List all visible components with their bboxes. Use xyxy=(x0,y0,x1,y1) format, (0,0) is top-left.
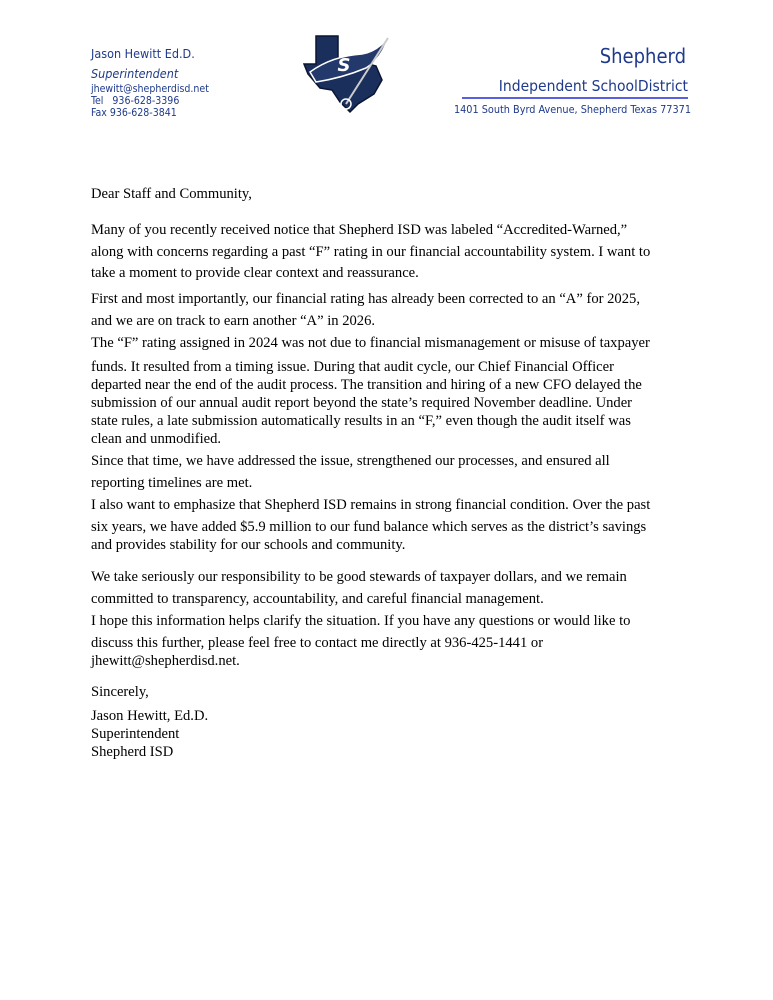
body-line: six years, we have added $5.9 million to our fund balance which serves as the district’s savings xyxy=(91,519,647,535)
body-line: committed to transparency, accountability, and careful financial management. xyxy=(91,591,544,607)
body-line: funds. It resulted from a timing issue. During that audit cycle, our Chief Financial Officer xyxy=(91,359,614,375)
body-line: take a moment to provide clear context and reassurance. xyxy=(91,265,419,281)
sender-title: Superintendent xyxy=(91,66,179,81)
body-line: discuss this further, please feel free to contact me directly at 936-425-1441 or xyxy=(91,635,544,651)
district-logo xyxy=(302,34,394,114)
district-address: 1401 South Byrd Avenue, Shepherd Texas 77371 xyxy=(453,103,691,116)
body-line: and we are on track to earn another “A” in 2026. xyxy=(91,313,376,329)
header-rule xyxy=(462,97,688,99)
sender-fax: Fax 936-628-3841 xyxy=(91,107,177,119)
greeting: Dear Staff and Community, xyxy=(91,186,252,202)
signature-org: Shepherd ISD xyxy=(91,744,174,760)
logo-letter: S xyxy=(337,55,351,76)
body-line: clean and unmodified. xyxy=(91,431,222,447)
body-line: and provides stability for our schools and community. xyxy=(91,537,406,553)
body-line: reporting timelines are met. xyxy=(91,475,253,491)
signature-title: Superintendent xyxy=(91,726,180,742)
body-line: Many of you recently received notice that Shepherd ISD was labeled “Accredited-Warned,” xyxy=(91,222,628,238)
signature-name: Jason Hewitt, Ed.D. xyxy=(91,708,209,724)
body-line: We take seriously our responsibility to be good stewards of taxpayer dollars, and we remain xyxy=(91,569,627,585)
body-line: state rules, a late submission automatically results in an “F,” even though the audit itself was xyxy=(91,413,631,429)
body-line: I hope this information helps clarify the situation. If you have any questions or would like to xyxy=(91,613,631,629)
sender-email[interactable]: jhewitt@shepherdisd.net xyxy=(91,83,209,95)
closing: Sincerely, xyxy=(91,684,149,700)
body-line: along with concerns regarding a past “F” rating in our financial accountability system. I want to xyxy=(91,244,651,260)
contact-email[interactable]: jhewitt@shepherdisd.net. xyxy=(91,653,240,669)
body-line: Since that time, we have addressed the issue, strengthened our processes, and ensured all xyxy=(91,453,610,469)
body-line: I also want to emphasize that Shepherd ISD remains in strong financial condition. Over the past xyxy=(91,497,651,513)
body-line: submission of our annual audit report beyond the state’s required November deadline. Under xyxy=(91,395,633,411)
sender-name: Jason Hewitt Ed.D. xyxy=(91,46,195,61)
district-subtitle: Independent SchoolDistrict xyxy=(498,77,688,95)
sender-tel: Tel 936-628-3396 xyxy=(91,95,180,107)
body-line: departed near the end of the audit process. The transition and hiring of a new CFO delayed the xyxy=(91,377,642,393)
district-name: Shepherd xyxy=(599,44,686,68)
body-line: First and most importantly, our financial rating has already been corrected to an “A” for 2025, xyxy=(91,291,640,307)
body-line: The “F” rating assigned in 2024 was not due to financial mismanagement or misuse of taxpayer xyxy=(91,335,650,351)
